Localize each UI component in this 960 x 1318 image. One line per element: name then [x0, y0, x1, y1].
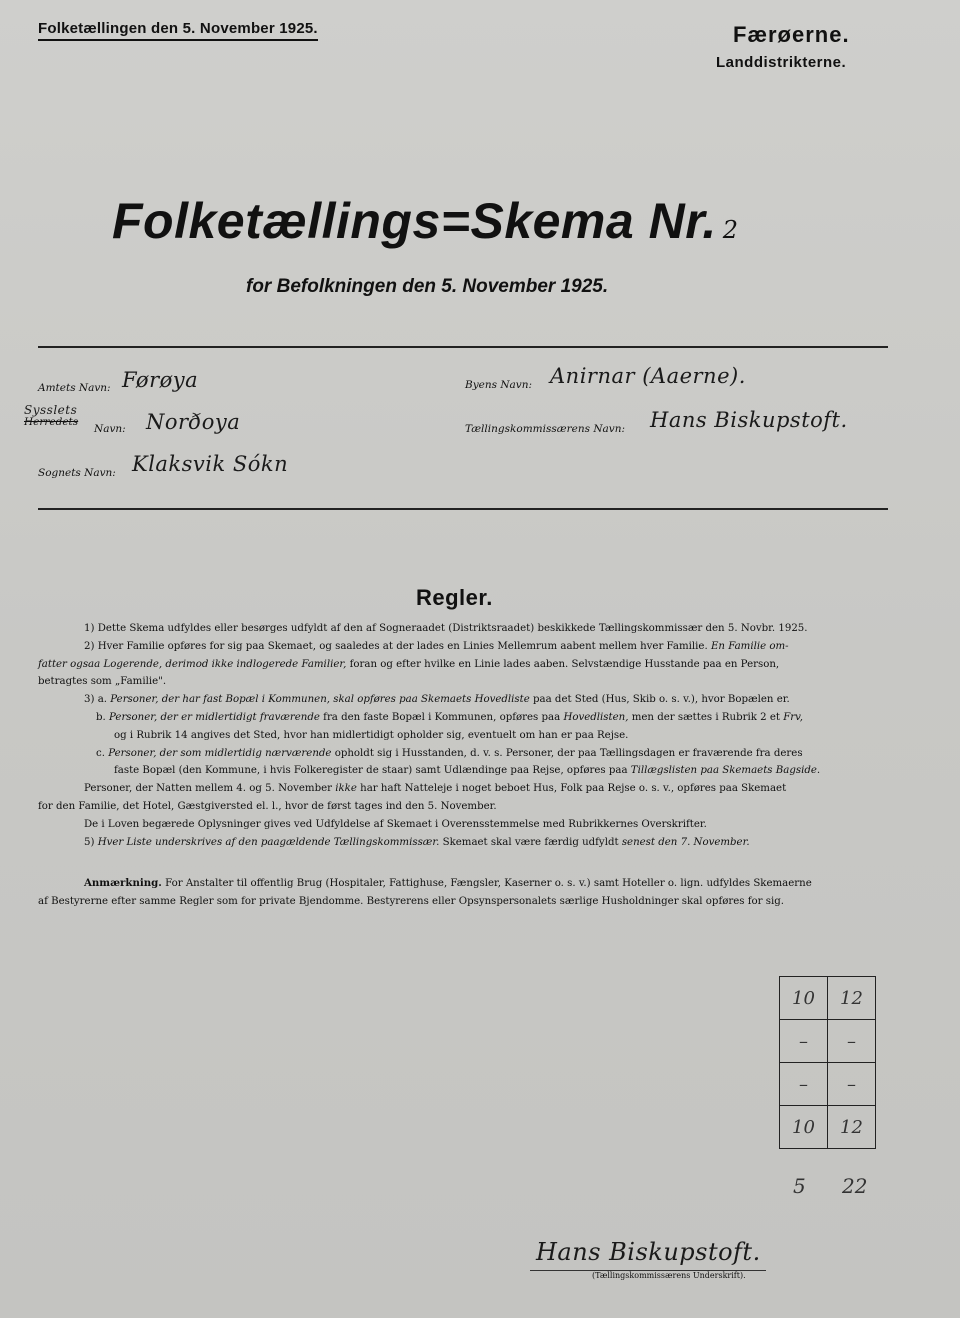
rule-2: 2) Hver Familie opføres for sig paa Skemaet, og saaledes at der lades en Linies Mellemrum aabent mellem hver Familie. En Familie om-: [84, 640, 789, 652]
sogn-value: Klaksvik Sókn: [132, 452, 289, 476]
herred-value: Norðoya: [146, 410, 241, 434]
form-subtitle: for Befolkningen den 5. November 1925.: [246, 276, 609, 297]
tally-cell: 10: [780, 977, 828, 1020]
header-district-type: Landdistrikterne.: [716, 54, 847, 71]
sogn-label: Sognets Navn:: [38, 467, 116, 479]
note-line-2: af Bestyrerne efter samme Regler som for private Bjendomme. Bestyrerens eller Opsynspersonalets særlige Husholdninger skal opføres for sig.: [38, 895, 784, 907]
form-title: [112, 192, 739, 250]
herred-handwritten-prefix: Sysslets: [24, 403, 78, 417]
tally-cell: 10: [780, 1106, 828, 1149]
amt-label: Amtets Navn:: [38, 382, 111, 394]
note-line-1: For Anstalter til offentlig Brug (Hospitaler, Fattighuse, Fængsler, Kaserner o. s. v.) samt Hoteller o. lign. udfyldes Skemaerne: [165, 878, 812, 889]
rule-2-end: betragtes som „Familie".: [38, 676, 167, 688]
annotation-note: [38, 875, 890, 911]
rule-5: 5) Hver Liste underskrives af den paagældende Tællingskommissær. Skemaet skal være færdig udfyldt senest den 7. November.: [84, 836, 750, 848]
by-label: Byens Navn:: [465, 379, 533, 391]
herred-struck-label: Herredets: [24, 416, 79, 428]
header-region: Færøerne.: [733, 22, 850, 47]
tally-extra-left: 5: [793, 1174, 806, 1198]
herred-label-group: [24, 404, 78, 428]
tally-cell: –: [780, 1063, 828, 1106]
tally-row: [780, 977, 876, 1020]
fields-divider: [38, 508, 888, 510]
rule-3b-cont: og i Rubrik 14 angives det Sted, hvor han midlertidigt opholder sig, eventuelt om han er paa Rejse.: [114, 729, 629, 741]
rule-2-cont: fatter ogsaa Logerende, derimod ikke indlogerede Familier, foran og efter hvilke en Linie lades aaben. Selvstændige Husstande paa en Person,: [38, 658, 780, 670]
form-number: 2: [722, 216, 739, 244]
tally-row: [780, 1106, 876, 1149]
rule-4: Personer, der Natten mellem 4. og 5. November ikke har haft Natteleje i noget beboet Hus, Folk paa Rejse o. s. v., opføres paa Skemaet: [84, 783, 787, 795]
note-label: Anmærkning.: [84, 877, 162, 889]
herred-label: Navn:: [94, 423, 126, 435]
tally-extra-right: 22: [842, 1174, 868, 1198]
kommissaer-value: Hans Biskupstoft.: [650, 408, 848, 432]
by-value: Anirnar (Aaerne).: [550, 364, 746, 388]
tally-cell: –: [780, 1020, 828, 1063]
rule-3a: 3) a. Personer, der har fast Bopæl i Kommunen, skal opføres paa Skemaets Hovedliste paa det Sted (Hus, Skib o. s. v.), hvor Bopælen er.: [84, 694, 790, 706]
tally-cell: –: [828, 1063, 876, 1106]
rules-heading: Regler.: [416, 585, 493, 610]
rule-3b: b. Personer, der er midlertidigt fraværende fra den faste Bopæl i Kommunen, opføres paa Hovedlisten, men der sættes i Rubrik 2 et Frv,: [96, 711, 803, 723]
tally-row: [780, 1063, 876, 1106]
kommissaer-label: Tællingskommissærens Navn:: [465, 423, 626, 435]
tally-cell: 12: [828, 1106, 876, 1149]
tally-row: [780, 1020, 876, 1063]
header-census-date: Folketællingen den 5. November 1925.: [38, 20, 318, 41]
rule-4-cont: for den Familie, det Hotel, Gæstgiversted el. l., hvor de først tages ind den 5. November.: [38, 800, 497, 812]
signature-caption: (Tællingskommissærens Underskrift).: [592, 1271, 746, 1280]
tally-table: [779, 976, 876, 1149]
tally-cell: 12: [828, 977, 876, 1020]
tally-cell: –: [828, 1020, 876, 1063]
amt-value: Førøya: [122, 368, 199, 392]
form-title-text: Folketællings=Skema Nr.: [112, 193, 717, 249]
signature: Hans Biskupstoft.: [536, 1238, 761, 1266]
rule-3c-cont: faste Bopæl (den Kommune, i hvis Folkeregister de staar) samt Udlændinge paa Rejse, opføres paa Tillægslisten paa Skemaets Bagside.: [114, 765, 821, 777]
top-divider: [38, 346, 888, 348]
rules-body: [38, 620, 890, 851]
rule-3c: c. Personer, der som midlertidig nærværende opholdt sig i Husstanden, d. v. s. Personer, der paa Tællingsdagen er fraværende fra deres: [96, 747, 803, 759]
rule-1: 1) Dette Skema udfyldes eller besørges udfyldt af den af Sogneraadet (Distriktsraadet) beskikkede Tællingskommissær den 5. Novbr. 1925.: [84, 623, 808, 634]
rule-4-law: De i Loven begærede Oplysninger gives ved Udfyldelse af Skemaet i Overensstemmelse med Rubrikkernes Overskrifter.: [84, 818, 707, 830]
